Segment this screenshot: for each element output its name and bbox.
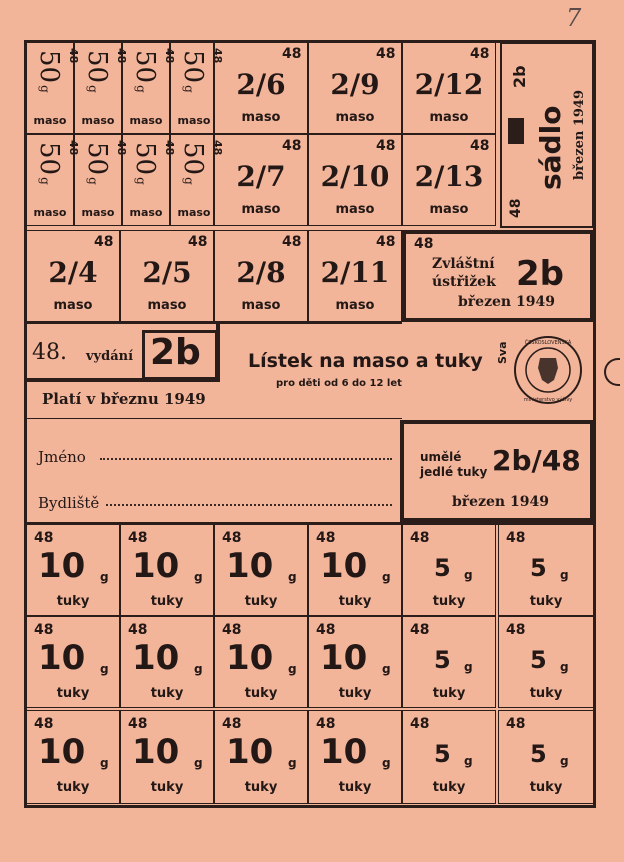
meat-50g-value-box bbox=[30, 46, 80, 116]
meat-50g-number: 50 bbox=[130, 142, 160, 176]
meat-coupon-number: 2/6 bbox=[236, 68, 286, 101]
gram-unit: g bbox=[182, 177, 196, 185]
fat-coupon-serial: 48 bbox=[410, 716, 430, 732]
gram-unit: g bbox=[382, 756, 391, 770]
special-serial: 48 bbox=[414, 236, 434, 252]
meat-50g-number: 50 bbox=[82, 50, 112, 84]
meat-coupon-serial: 48 bbox=[282, 234, 302, 250]
fat-coupon-serial: 48 bbox=[506, 622, 526, 638]
meat-50g-serial: 48 bbox=[67, 48, 80, 64]
meat-coupon-unit: maso bbox=[335, 298, 375, 313]
card-subtitle: pro děti od 6 do 12 let bbox=[276, 378, 402, 389]
meat-50g-value bbox=[130, 48, 176, 93]
meat-coupon-serial: 48 bbox=[376, 138, 396, 154]
fat-coupon-serial: 48 bbox=[410, 530, 430, 546]
svg-text:ČESKOSLOVENSKÁ: ČESKOSLOVENSKÁ bbox=[524, 340, 572, 346]
gram-unit: g bbox=[86, 85, 100, 93]
fat-coupon-serial: 48 bbox=[316, 530, 336, 546]
meat-50g-serial: 48 bbox=[115, 48, 128, 64]
valid-text: Platí v březnu 1949 bbox=[42, 390, 206, 408]
meat-coupon-number: 2/13 bbox=[414, 160, 484, 193]
fat-coupon-value: 10 bbox=[226, 546, 274, 586]
meat-50g-value-box bbox=[126, 138, 176, 208]
meat-coupon-serial: 48 bbox=[376, 46, 396, 62]
card-title: Lístek na maso a tuky bbox=[248, 350, 483, 372]
meat-50g-serial: 48 bbox=[211, 48, 224, 64]
name-field[interactable] bbox=[100, 458, 392, 460]
fat-coupon-unit: tuky bbox=[338, 780, 372, 795]
fat-coupon-value: 5 bbox=[530, 554, 547, 582]
fat-coupon-unit: tuky bbox=[432, 594, 466, 609]
meat-coupon-number: 2/5 bbox=[142, 256, 192, 289]
meat-50g-value-box bbox=[174, 138, 224, 208]
meat-50g-unit: maso bbox=[129, 206, 163, 219]
gram-unit: g bbox=[382, 662, 391, 676]
fat-coupon-unit: tuky bbox=[338, 594, 372, 609]
fat-coupon-value: 10 bbox=[320, 732, 368, 772]
sadlo-label: sádlo bbox=[534, 105, 567, 190]
meat-coupon-serial: 48 bbox=[282, 138, 302, 154]
meat-50g-serial: 48 bbox=[163, 140, 176, 156]
gram-unit: g bbox=[288, 570, 297, 584]
fat-coupon-unit: tuky bbox=[529, 594, 563, 609]
svg-text:ministerstvo výživy: ministerstvo výživy bbox=[523, 397, 573, 403]
gram-unit: g bbox=[182, 85, 196, 93]
meat-50g-unit: maso bbox=[177, 206, 211, 219]
meat-50g-value-box bbox=[78, 46, 128, 116]
meat-coupon-number: 2/9 bbox=[330, 68, 380, 101]
meat-50g-value bbox=[178, 140, 224, 185]
fat-coupon-serial: 48 bbox=[128, 530, 148, 546]
fat-coupon-unit: tuky bbox=[529, 780, 563, 795]
fat-coupon-unit: tuky bbox=[244, 780, 278, 795]
edition-number: 48. bbox=[32, 340, 67, 365]
gram-unit: g bbox=[100, 662, 109, 676]
margarine-month: březen 1949 bbox=[452, 494, 549, 510]
meat-coupon-unit: maso bbox=[241, 298, 281, 313]
meat-coupon-unit: maso bbox=[335, 110, 375, 125]
fat-coupon-value: 10 bbox=[226, 638, 274, 678]
fat-coupon-serial: 48 bbox=[506, 530, 526, 546]
gram-unit: g bbox=[288, 756, 297, 770]
meat-50g-serial: 48 bbox=[115, 140, 128, 156]
fat-coupon-unit: tuky bbox=[338, 686, 372, 701]
meat-coupon-number: 2/11 bbox=[320, 256, 390, 289]
fat-coupon-unit: tuky bbox=[529, 686, 563, 701]
meat-50g-value bbox=[34, 140, 80, 185]
fat-coupon-value: 10 bbox=[320, 638, 368, 678]
meat-50g-unit: maso bbox=[33, 114, 67, 127]
fat-coupon-value: 10 bbox=[320, 546, 368, 586]
meat-50g-value bbox=[34, 48, 80, 93]
address-field[interactable] bbox=[106, 504, 392, 506]
meat-coupon-unit: maso bbox=[241, 110, 281, 125]
fat-coupon-unit: tuky bbox=[56, 594, 90, 609]
meat-50g-number: 50 bbox=[34, 50, 64, 84]
fat-coupon-unit: tuky bbox=[244, 594, 278, 609]
meat-coupon-unit: maso bbox=[241, 202, 281, 217]
gram-unit: g bbox=[194, 662, 203, 676]
meat-coupon-serial: 48 bbox=[470, 138, 490, 154]
fat-coupon-serial: 48 bbox=[128, 716, 148, 732]
fat-coupon-value: 10 bbox=[132, 546, 180, 586]
stamp-seal bbox=[512, 334, 584, 406]
edition-label: vydání bbox=[86, 349, 134, 364]
gram-unit: g bbox=[560, 754, 569, 768]
fat-coupon-value: 5 bbox=[530, 646, 547, 674]
fat-coupon-value: 10 bbox=[132, 732, 180, 772]
meat-50g-unit: maso bbox=[81, 206, 115, 219]
fat-coupon-value: 5 bbox=[530, 740, 547, 768]
meat-50g-number: 50 bbox=[82, 142, 112, 176]
gram-unit: g bbox=[464, 754, 473, 768]
fat-coupon-unit: tuky bbox=[56, 780, 90, 795]
meat-50g-serial: 48 bbox=[211, 140, 224, 156]
meat-coupon-serial: 48 bbox=[376, 234, 396, 250]
meat-50g-value bbox=[178, 48, 224, 93]
fat-coupon-serial: 48 bbox=[222, 716, 242, 732]
meat-50g-number: 50 bbox=[178, 50, 208, 84]
fat-coupon-value: 5 bbox=[434, 740, 451, 768]
fat-coupon-value: 10 bbox=[132, 638, 180, 678]
meat-50g-number: 50 bbox=[178, 142, 208, 176]
gram-unit: g bbox=[382, 570, 391, 584]
fat-coupon-serial: 48 bbox=[316, 716, 336, 732]
meat-50g-value bbox=[82, 140, 128, 185]
fat-coupon-value: 10 bbox=[38, 546, 86, 586]
divider-line bbox=[26, 322, 402, 324]
meat-coupon-number: 2/10 bbox=[320, 160, 390, 193]
gram-unit: g bbox=[134, 177, 148, 185]
gram-unit: g bbox=[86, 177, 100, 185]
fat-coupon-serial: 48 bbox=[128, 622, 148, 638]
fat-coupon-serial: 48 bbox=[34, 622, 54, 638]
meat-50g-value-box bbox=[78, 138, 128, 208]
gram-unit: g bbox=[194, 756, 203, 770]
fat-coupon-value: 5 bbox=[434, 646, 451, 674]
gram-unit: g bbox=[464, 568, 473, 582]
gram-unit: g bbox=[464, 660, 473, 674]
sadlo-marker bbox=[508, 118, 524, 144]
fat-coupon-serial: 48 bbox=[34, 530, 54, 546]
gram-unit: g bbox=[134, 85, 148, 93]
fat-coupon-serial: 48 bbox=[222, 530, 242, 546]
meat-coupon-unit: maso bbox=[53, 298, 93, 313]
meat-coupon-unit: maso bbox=[147, 298, 187, 313]
meat-coupon-serial: 48 bbox=[94, 234, 114, 250]
edition-code: 2b bbox=[150, 332, 201, 373]
fat-coupon-value: 5 bbox=[434, 554, 451, 582]
special-month: březen 1949 bbox=[458, 294, 555, 310]
sadlo-code: 2b bbox=[510, 65, 529, 88]
fat-coupon-unit: tuky bbox=[150, 686, 184, 701]
meat-coupon-unit: maso bbox=[429, 202, 469, 217]
fat-coupon-unit: tuky bbox=[432, 686, 466, 701]
meat-50g-value-box bbox=[174, 46, 224, 116]
page-number: 7 bbox=[566, 4, 582, 32]
fat-coupon-serial: 48 bbox=[410, 622, 430, 638]
meat-50g-unit: maso bbox=[81, 114, 115, 127]
meat-50g-value bbox=[130, 140, 176, 185]
name-label: Jméno bbox=[38, 448, 86, 466]
gram-unit: g bbox=[560, 660, 569, 674]
meat-50g-value-box bbox=[126, 46, 176, 116]
meat-coupon-unit: maso bbox=[335, 202, 375, 217]
gram-unit: g bbox=[100, 570, 109, 584]
meat-coupon-number: 2/4 bbox=[48, 256, 98, 289]
special-code: 2b bbox=[516, 254, 564, 294]
stamp-edge-mark bbox=[604, 358, 620, 386]
meat-coupon-unit: maso bbox=[429, 110, 469, 125]
fat-coupon-value: 10 bbox=[38, 732, 86, 772]
margarine-code: 2b/48 bbox=[492, 444, 581, 477]
meat-50g-unit: maso bbox=[177, 114, 211, 127]
gram-unit: g bbox=[38, 177, 52, 185]
gram-unit: g bbox=[100, 756, 109, 770]
meat-50g-value-box bbox=[30, 138, 80, 208]
fat-coupon-unit: tuky bbox=[432, 780, 466, 795]
meat-coupon-serial: 48 bbox=[282, 46, 302, 62]
divider-line bbox=[26, 418, 402, 419]
fat-coupon-serial: 48 bbox=[222, 622, 242, 638]
margarine-line1: umělé bbox=[420, 450, 462, 464]
meat-50g-number: 50 bbox=[130, 50, 160, 84]
fat-coupon-unit: tuky bbox=[244, 686, 278, 701]
meat-coupon-number: 2/12 bbox=[414, 68, 484, 101]
fat-coupon-serial: 48 bbox=[506, 716, 526, 732]
gram-unit: g bbox=[194, 570, 203, 584]
fat-coupon-unit: tuky bbox=[150, 780, 184, 795]
meat-coupon-serial: 48 bbox=[188, 234, 208, 250]
special-line1: Zvláštní bbox=[432, 256, 495, 272]
fat-coupon-unit: tuky bbox=[150, 594, 184, 609]
special-line2: ústřižek bbox=[432, 274, 496, 290]
meat-50g-serial: 48 bbox=[67, 140, 80, 156]
meat-50g-unit: maso bbox=[33, 206, 67, 219]
meat-50g-serial: 48 bbox=[163, 48, 176, 64]
fat-coupon-unit: tuky bbox=[56, 686, 90, 701]
meat-50g-value bbox=[82, 48, 128, 93]
address-label: Bydliště bbox=[38, 494, 100, 512]
fat-coupon-value: 10 bbox=[38, 638, 86, 678]
gram-unit: g bbox=[560, 568, 569, 582]
meat-coupon-number: 2/7 bbox=[236, 160, 286, 193]
meat-50g-number: 50 bbox=[34, 142, 64, 176]
fat-coupon-serial: 48 bbox=[34, 716, 54, 732]
meat-50g-unit: maso bbox=[129, 114, 163, 127]
fat-coupon-serial: 48 bbox=[316, 622, 336, 638]
gram-unit: g bbox=[288, 662, 297, 676]
meat-coupon-serial: 48 bbox=[470, 46, 490, 62]
gram-unit: g bbox=[38, 85, 52, 93]
meat-coupon-number: 2/8 bbox=[236, 256, 286, 289]
fat-coupon-value: 10 bbox=[226, 732, 274, 772]
margarine-line2: jedlé tuky bbox=[420, 465, 488, 479]
